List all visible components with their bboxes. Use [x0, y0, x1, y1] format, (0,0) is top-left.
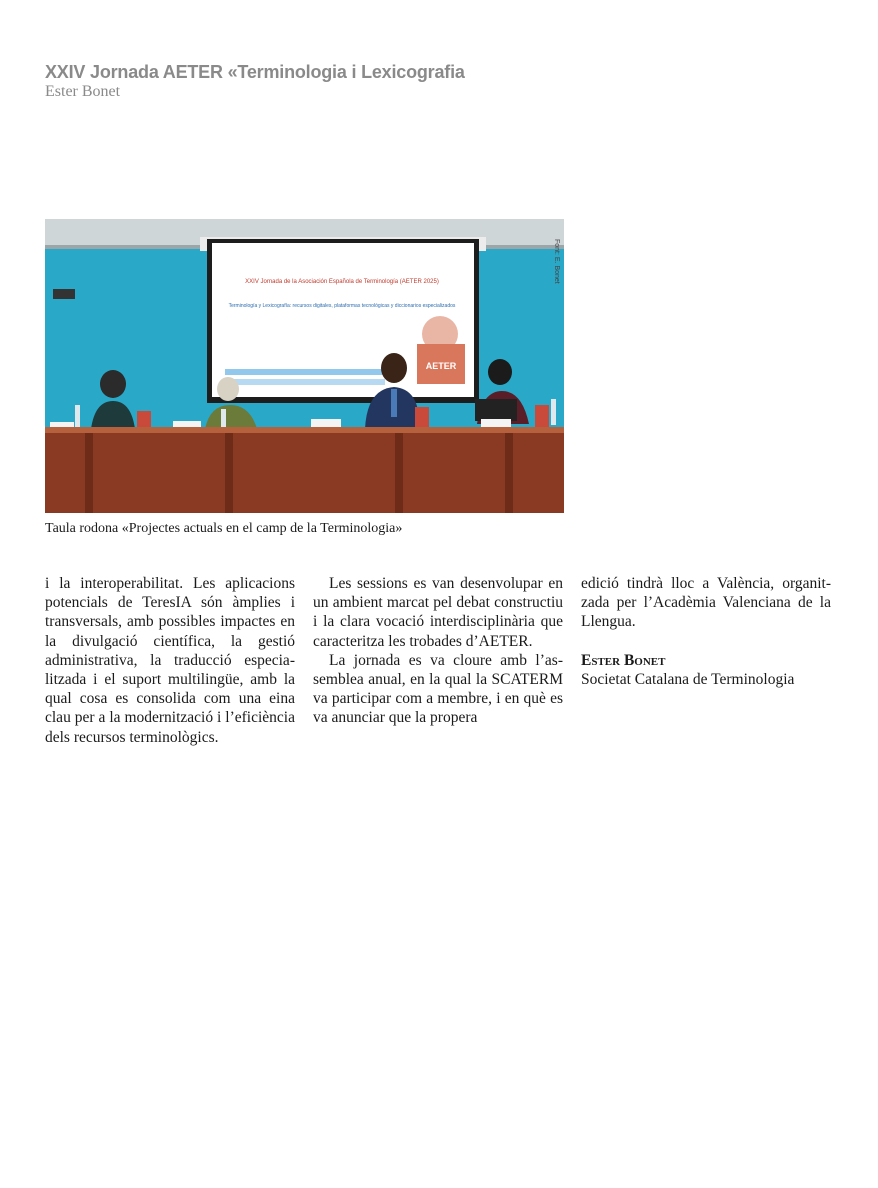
text-column-3 — [581, 574, 831, 689]
photo-credit: Font: E. Bonet — [553, 239, 560, 284]
signature-affiliation: Societat Catalana de Terminologia — [581, 670, 795, 688]
running-header-author: Ester Bonet — [45, 83, 121, 100]
screen-title-text: XXIV Jornada de la Asociación Española de Terminología (AETER 2025) — [245, 279, 439, 285]
text-column-2 — [313, 574, 563, 728]
round-table-photo — [45, 219, 564, 513]
running-header-title: XXIV Jornada AETER «Terminologia i Lexicografia — [45, 62, 465, 82]
paragraph: La jornada es va cloure amb l’assemblea anual, en la qual la SCATERM va participar com a membre, i en què es va anunciar que la propera — [313, 651, 563, 727]
screen-logo-text: AETER — [425, 361, 457, 371]
signature-name: Ester Bonet — [581, 651, 666, 669]
paragraph: Les sessions es van desenvolupar en un ambient marcat pel debat constructiu i la clara vocació interdisciplinària que caracteritza les trobades d’AETER. — [313, 575, 563, 650]
paragraph: i la interoperabilitat. Les aplicacions potencials de TeresIA són àmplies i transversals, amb possibles impactes en la divulgació científica, la gestió administrativa, la traducció especialitzada i el suport multilingüe, amb la qual cosa es consolida com una eina clau per a la modernització i l’eficiència dels recursos terminològics. — [45, 575, 295, 746]
photo-illustration — [45, 219, 564, 513]
security-camera — [53, 289, 75, 299]
laptop — [475, 399, 517, 421]
text-column-1 — [45, 574, 295, 747]
photo-caption: Taula rodona «Projectes actuals en el camp de la Terminologia» — [45, 521, 403, 536]
screen-subtitle-text: Terminología y Lexicografía: recursos digitales, plataformas tecnológicas y diccionarios especializados — [228, 303, 456, 309]
paragraph: edició tindrà lloc a València, organitzada per l’Acadèmia Valenciana de la Llengua. — [581, 575, 831, 631]
panel-table — [45, 427, 564, 513]
